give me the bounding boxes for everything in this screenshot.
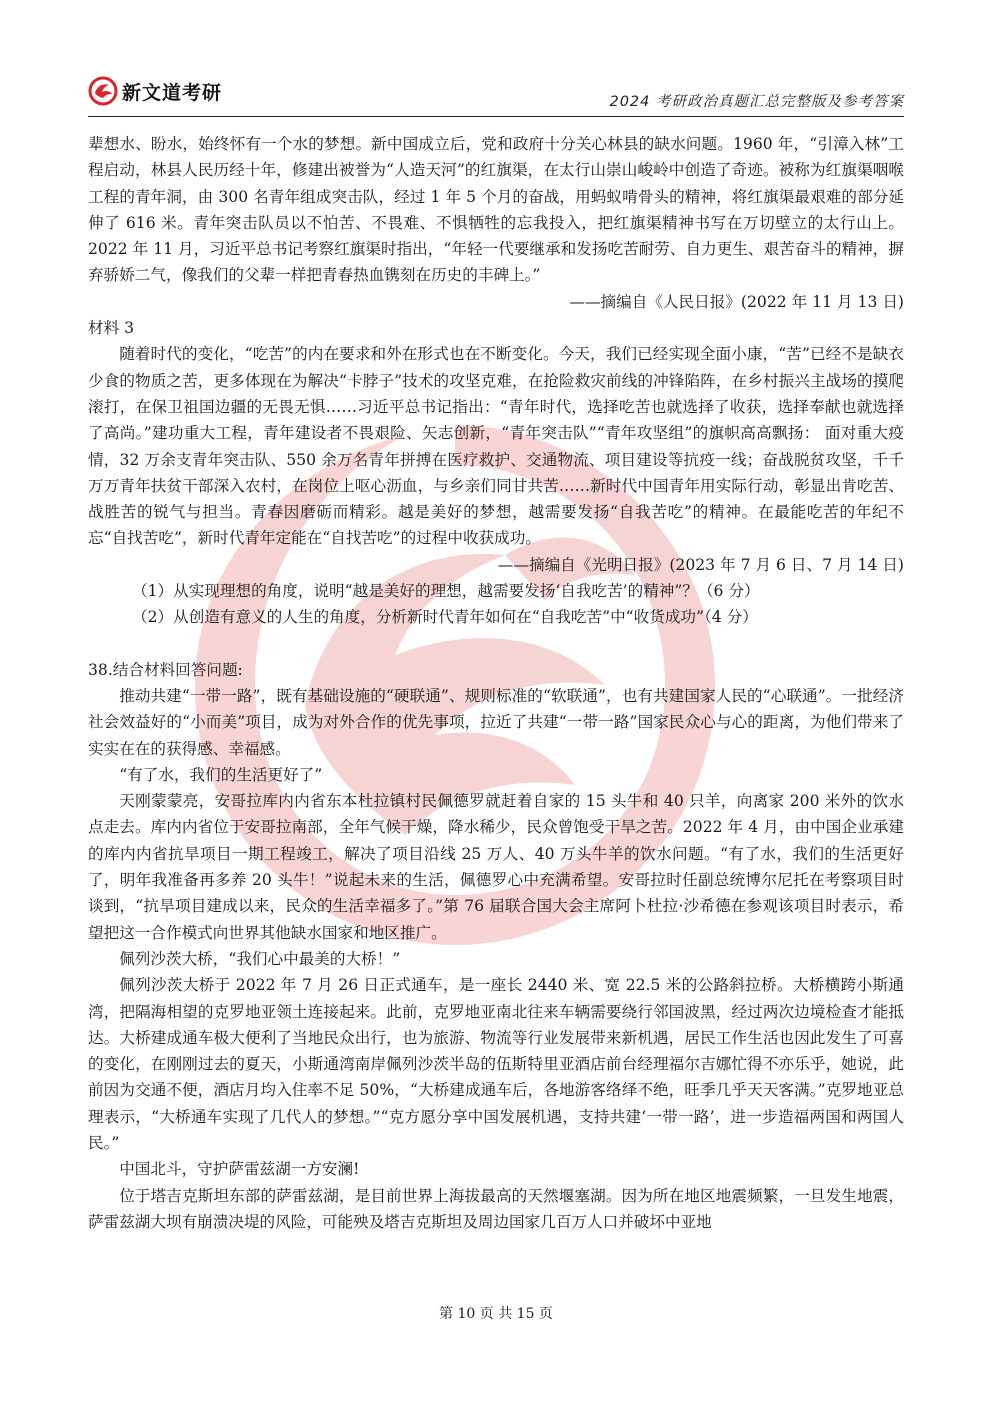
document-title: 2024 考研政治真题汇总完整版及参考答案 (609, 94, 904, 110)
flame-logo-icon (88, 76, 118, 106)
question-38-subtitle-1: “有了水，我们的生活更好了” (119, 765, 323, 784)
question-38-intro: 推动共建“一带一路”，既有基础设施的“硬联通”、规则标准的“软联通”，也有共建国家人民的“心联通”。一批经济社会效益好的“小而美”项目，成为对外合作的优先事项，拉近了共建“一带一路”国家民众心与心的距离，为他们带来了实实在在的获得感、幸福感。 (88, 686, 904, 758)
material2-source: ——摘编自《人民日报》(2022 年 11 月 13 日) (569, 292, 904, 311)
question-38-paragraph-2: 佩列沙茨大桥于 2022 年 7 月 26 日正式通车，是一座长 2440 米、宽 22.5 米的公路斜拉桥。大桥横跨小斯通湾，把隔海相望的克罗地亚领土连接起来。此前，克罗地亚南北往来车辆需要绕行邻国波黑，经过两次边境检查才能抵达。大桥建成通车极大便利了当地民众出行，也为旅游、物流等行业发展带来新机遇，居民工作生活也因此发生了可喜的变化，在刚刚过去的夏天，小斯通湾南岸佩列沙茨半岛的伍斯特里亚酒店前台经理福尔吉娜忙得不亦乐乎，她说，此前因为交通不便，酒店月均入住率不足 50%，“大桥建成通车后，各地游客络绎不绝，旺季几乎天天客满。”克罗地亚总理表示，“大桥通车实现了几代人的梦想。”“克方愿分享中国发展机遇，支持共建‘一带一路’，进一步造福两国和两国人民。” (88, 976, 904, 1152)
material3-text: 随着时代的变化，“吃苦”的内在要求和外在形式也在不断变化。今天，我们已经实现全面小康，“苦”已经不是缺衣少食的物质之苦，更多体现在为解决“卡脖子”技术的攻坚克难，在抢险救灾前线的冲锋陷阵，在乡村振兴主战场的摸爬滚打，在保卫祖国边疆的无畏无惧……习近平总书记指出：“青年时代，选择吃苦也就选择了收获，选择奉献也就选择了高尚。”建功重大工程，青年建设者不畏艰险、矢志创新，“青年突击队”“青年攻坚组”的旗帜高高飘扬： 面对重大疫情，32 万余支青年突击队、550 余万名青年拼搏在医疗救护、交通物流、项目建设等抗疫一线；奋战脱贫攻坚，千千万万青年扶贫干部深入农村，在岗位上呕心沥血，与乡亲们同甘共苦……新时代中国青年用实际行动，彰显出肯吃苦、战胜苦的锐气与担当。青春因磨砺而精彩。越是美好的梦想，越需要发扬“自我苦吃”的精神。在最能吃苦的年纪不忘“自找苦吃”，新时代青年定能在“自找苦吃”的过程中收获成功。 (88, 345, 904, 548)
brand-name: 新文道考研 (122, 81, 223, 104)
material2-continued: 辈想水、盼水，始终怀有一个水的梦想。新中国成立后，党和政府十分关心林县的缺水问题。1960 年，“引漳入林”工程启动，林县人民历经十年，修建出被誉为“人造天河”的红旗渠，在太行山崇山峻岭中创造了奇迹。被称为红旗渠咽喉工程的青年洞，由 300 名青年组成突击队，经过 1 年 5 个月的奋战，用蚂蚁啃骨头的精神，将红旗渠最艰难的部分延伸了 616 米。青年突击队员以不怕苦、不畏难、不惧牺牲的忘我投入，把红旗渠精神书写在万切壁立的太行山上。2022 年 11 月，习近平总书记考察红旗渠时指出，“年轻一代要继承和发扬吃苦耐劳、自力更生、艰苦奋斗的精神，摒弃骄娇二气，像我们的父辈一样把青春热血镌刻在历史的丰碑上。” (88, 135, 904, 285)
question-38-paragraph-3: 位于塔吉克斯坦东部的萨雷兹湖，是目前世界上海拔最高的天然堰塞湖。因为所在地区地震频繁，一旦发生地震，萨雷兹湖大坝有崩溃决堤的风险，可能殃及塔吉克斯坦及周边国家几百万人口并破坏中亚地 (88, 1186, 904, 1231)
material3-source: ——摘编自《光明日报》(2023 年 7 月 6 日、7 月 14 日) (497, 555, 904, 574)
material3-label: 材料 3 (88, 319, 135, 338)
question-1: （1）从实现理想的角度，说明“越是美好的理想，越需要发扬‘自我吃苦’的精神”？（6 分） (132, 582, 760, 601)
question-38-subtitle-3: 中国北斗，守护萨雷兹湖一方安澜! (119, 1160, 360, 1179)
page-number: 第 10 页 共 15 页 (439, 1306, 553, 1322)
question-38-paragraph-1: 天刚蒙蒙亮，安哥拉库内内省东本杜拉镇村民佩德罗就赶着自家的 15 头牛和 40 只羊，向离家 200 米外的饮水点走去。库内内省位于安哥拉南部，全年气候干燥，降水稀少，民众曾饱受干旱之苦。2022 年 4 月，由中国企业承建的库内内省抗旱项目一期工程竣工，解决了项目沿线 25 万人、40 万头牛羊的饮水问题。“有了水，我们的生活更好了，明年我准备再多养 20 头牛！”说起未来的生活，佩德罗心中充满希望。安哥拉时任副总统博尔尼托在考察项目时谈到，“抗旱项目建成以来，民众的生活幸福多了。”第 76 届联合国大会主席阿卜杜拉·沙希德在参观该项目时表示，希望把这一合作模式向世界其他缺水国家和地区推广。 (88, 792, 904, 942)
page-header (88, 72, 904, 117)
page-content (88, 131, 904, 1235)
question-38-label: 38.结合材料回答问题: (88, 660, 243, 679)
question-2: （2）从创造有意义的人生的角度，分析新时代青年如何在“自我吃苦”中“收货成功”（4 分） (132, 608, 758, 627)
question-38-subtitle-2: 佩列沙茨大桥，“我们心中最美的大桥！” (119, 949, 401, 968)
brand-logo (88, 76, 222, 106)
